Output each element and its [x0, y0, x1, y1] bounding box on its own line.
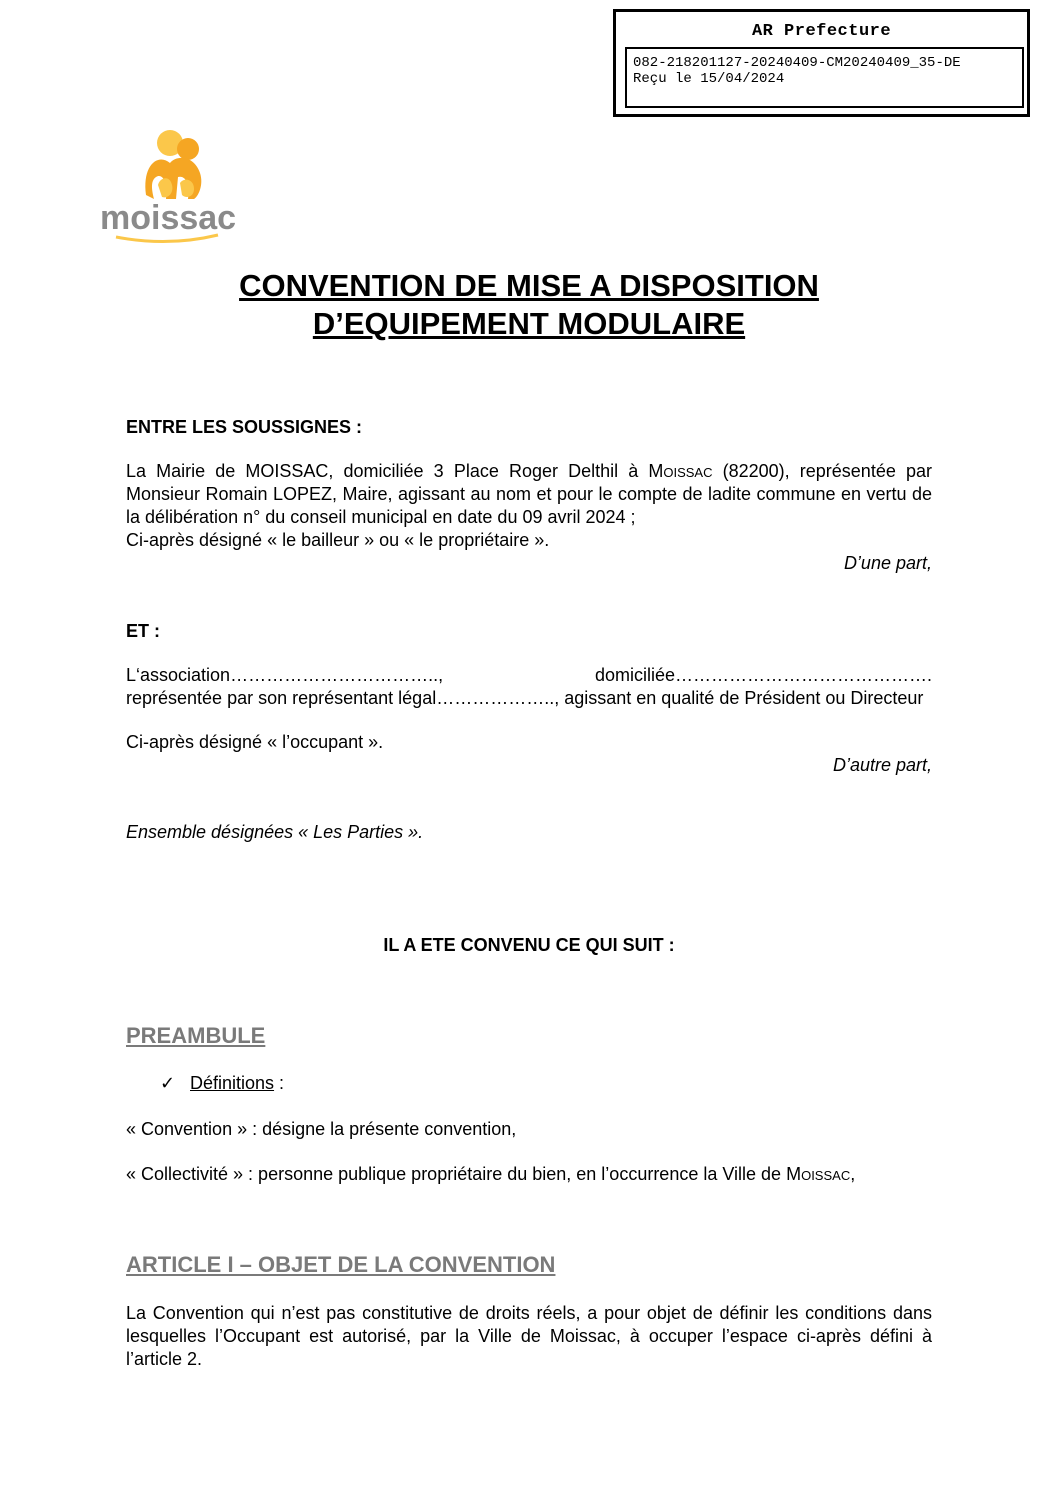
- definition-collectivite-town: Moissac: [786, 1164, 851, 1184]
- article1-heading: ARTICLE I – OBJET DE LA CONVENTION: [126, 1252, 556, 1277]
- stamp-received-date: Reçu le 15/04/2024: [633, 71, 785, 87]
- definition-collectivite: [126, 1163, 932, 1186]
- prefecture-stamp: [613, 9, 1030, 117]
- bailleur-text-2: (82200), représentée par Monsieur Romain LOPEZ, Maire, agissant au nom et pour le compte de ladite commune en vertu de la délibération n° du conseil municipal en date du 09 avril 2024 ;: [126, 461, 932, 527]
- ensemble-designees: Ensemble désignées « Les Parties ».: [126, 822, 424, 842]
- association-name-field: L‘association……………………………..,: [126, 665, 444, 685]
- bailleur-town: Moissac: [648, 461, 713, 481]
- association-representative: représentée par son représentant légal……………….., agissant en qualité de Président ou Directeur: [126, 688, 924, 708]
- document-title-line1: CONVENTION DE MISE A DISPOSITION: [239, 268, 819, 303]
- checkmark-icon: ✓: [160, 1073, 176, 1093]
- definitions-label: Définitions: [190, 1073, 275, 1093]
- bailleur-paragraph: [126, 460, 932, 529]
- definition-convention: « Convention » : désigne la présente convention,: [126, 1119, 517, 1139]
- dautre-part: D’autre part,: [832, 755, 932, 775]
- definitions-item: [160, 1072, 860, 1095]
- occupant-designation: Ci-après désigné « l’occupant ».: [126, 732, 384, 752]
- definitions-colon: :: [274, 1073, 285, 1093]
- preambule-heading: PREAMBULE: [126, 1023, 266, 1048]
- stamp-reference: 082-218201127-20240409-CM20240409_35-DE: [633, 55, 961, 71]
- association-line: [126, 664, 932, 687]
- definition-collectivite-text: « Collectivité » : personne publique propriétaire du bien, en l’occurrence la Ville de: [126, 1164, 782, 1184]
- convenu-heading: IL A ETE CONVENU CE QUI SUIT :: [383, 935, 675, 955]
- stamp-reference-box: [625, 47, 1024, 108]
- document-title-line2: D’EQUIPEMENT MODULAIRE: [312, 306, 746, 341]
- et-heading: ET :: [126, 621, 160, 641]
- entre-heading: ENTRE LES SOUSSIGNES :: [126, 417, 363, 437]
- article1-text: La Convention qui n’est pas constitutive de droits réels, a pour objet de définir les conditions dans lesquelles l’Occupant est autorisé, par la Ville de Moissac, à occuper l’espace ci-après défini à l’article 2.: [126, 1303, 932, 1369]
- logo-text: moissac: [100, 199, 237, 237]
- moissac-logo-mark: [98, 125, 243, 245]
- bailleur-text-1: La Mairie de MOISSAC, domiciliée 3 Place Roger Delthil à: [126, 461, 639, 481]
- dune-part: D’une part,: [843, 553, 932, 573]
- definition-collectivite-suffix: ,: [850, 1164, 856, 1184]
- stamp-title: AR Prefecture: [751, 22, 892, 41]
- bailleur-designation: Ci-après désigné « le bailleur » ou « le propriétaire ».: [126, 530, 550, 550]
- moissac-logo: [98, 125, 243, 245]
- association-address-field: domiciliée…………………………………….: [594, 665, 932, 685]
